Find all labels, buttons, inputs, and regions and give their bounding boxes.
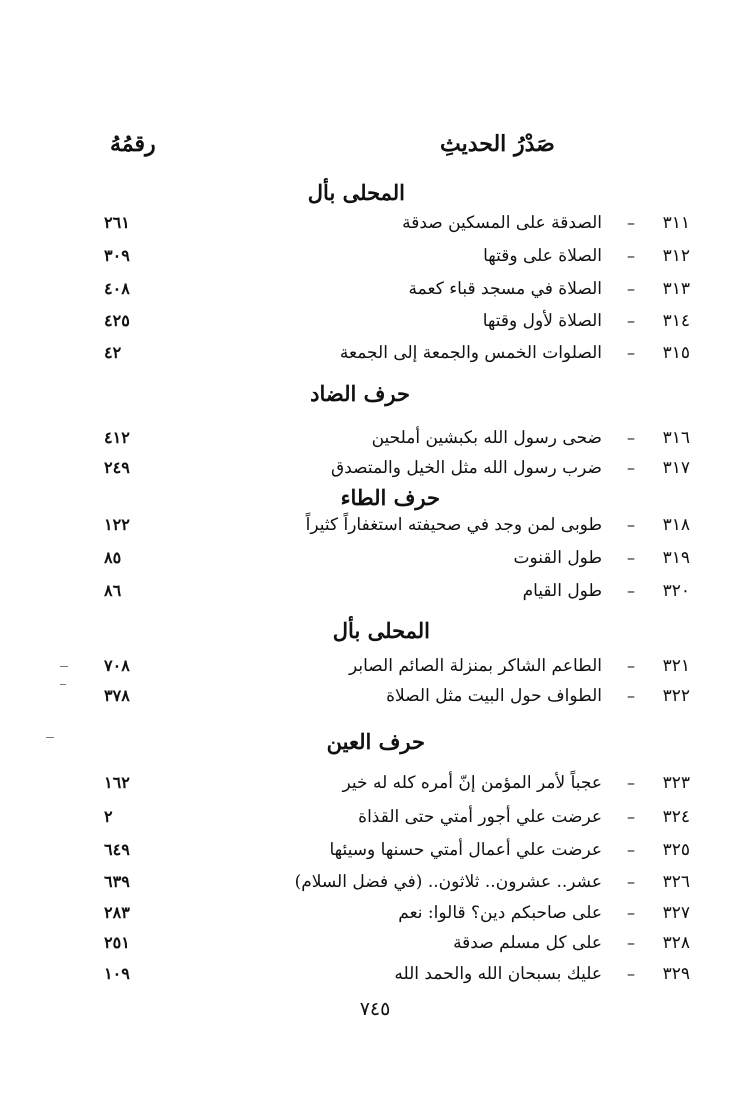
section-heading: حرف الطاء	[340, 485, 440, 510]
entry-text: على كل مسلم صدقة	[453, 933, 602, 953]
entry-ref: ٢٤٩	[104, 458, 130, 477]
entry-row	[100, 933, 690, 959]
entry-dash: –	[627, 933, 635, 952]
entry-ref: ٤٠٨	[104, 279, 130, 298]
entry-text: طوبى لمن وجد في صحيفته استغفاراً كثيراً	[305, 515, 602, 535]
entry-text: الصدقة على المسكين صدقة	[402, 213, 602, 233]
entry-row	[100, 581, 690, 607]
entry-index: ٣٢٣	[662, 773, 690, 793]
entry-text: عجباً لأمر المؤمن إنّ أمره كله له خير	[342, 773, 602, 793]
entry-ref: ٢٥١	[104, 933, 130, 952]
entry-text: الصلوات الخمس والجمعة إلى الجمعة	[339, 343, 602, 363]
entry-row	[100, 311, 690, 337]
entry-index: ٣٢٩	[662, 964, 690, 984]
section-heading: المحلى بأل	[332, 618, 430, 643]
entry-dash: –	[627, 428, 635, 447]
entry-ref: ١٢٢	[104, 515, 130, 534]
entry-ref: ٤٢٥	[104, 311, 130, 330]
entry-dash: –	[627, 458, 635, 477]
entry-index: ٣١٢	[662, 246, 690, 266]
page-number: ٧٤٥	[359, 998, 391, 1020]
entry-dash: –	[627, 343, 635, 362]
entry-row	[100, 807, 690, 833]
entry-text: الصلاة على وقتها	[483, 246, 602, 266]
entry-dash: –	[627, 686, 635, 705]
entry-row	[100, 548, 690, 574]
entry-dash: –	[627, 515, 635, 534]
entry-index: ٣٢٢	[662, 686, 690, 706]
entry-dash: –	[627, 656, 635, 675]
entry-text: على صاحبكم دين؟ قالوا: نعم	[398, 903, 602, 923]
entry-text: ضحى رسول الله بكبشين أملحين	[371, 428, 602, 448]
column-header-hadith: صَدْرُ الحديثِ	[440, 131, 555, 157]
entry-ref: ٢	[104, 807, 113, 826]
entry-ref: ١٠٩	[104, 964, 130, 983]
entry-text: عرضت علي أجور أمتي حتى القذاة	[358, 807, 602, 827]
entry-row	[100, 872, 690, 898]
entry-index: ٣١٥	[662, 343, 690, 363]
entry-row	[100, 964, 690, 990]
entry-row	[100, 279, 690, 305]
entry-text: الطاعم الشاكر بمنزلة الصائم الصابر	[349, 656, 602, 676]
scan-speck	[60, 684, 66, 685]
entry-index: ٣١٤	[662, 311, 690, 331]
entry-index: ٣١٩	[662, 548, 690, 568]
entry-index: ٣١٣	[662, 279, 690, 299]
entry-index: ٣٢٤	[662, 807, 690, 827]
entry-ref: ٨٥	[104, 548, 122, 567]
entry-ref: ٤١٢	[104, 428, 130, 447]
entry-dash: –	[627, 903, 635, 922]
entry-text: عرضت علي أعمال أمتي حسنها وسيئها	[329, 840, 602, 860]
entry-ref: ٢٦١	[104, 213, 130, 232]
entry-ref: ٤٢	[104, 343, 122, 362]
entry-dash: –	[627, 872, 635, 891]
entry-dash: –	[627, 213, 635, 232]
section-heading: حرف الضاد	[310, 381, 410, 406]
entry-ref: ١٦٢	[104, 773, 130, 792]
entry-row	[100, 903, 690, 929]
section-heading: المحلى بأل	[307, 180, 405, 205]
entry-text: عليك بسبحان الله والحمد الله	[394, 964, 602, 984]
entry-row	[100, 246, 690, 272]
entry-index: ٣٢١	[662, 656, 690, 676]
entry-index: ٣١٦	[662, 428, 690, 448]
scan-speck	[46, 737, 54, 738]
section-heading: حرف العين	[326, 729, 425, 754]
entry-dash: –	[627, 279, 635, 298]
entry-text: الصلاة في مسجد قباء كعمة	[408, 279, 602, 299]
entry-index: ٣١١	[662, 213, 690, 233]
entry-row	[100, 686, 690, 712]
scan-speck	[60, 666, 68, 667]
entry-row	[100, 515, 690, 541]
entry-ref: ٨٦	[104, 581, 122, 600]
entry-text: طول القنوت	[513, 548, 602, 568]
entry-text: الطواف حول البيت مثل الصلاة	[386, 686, 602, 706]
entry-ref: ٦٤٩	[104, 840, 130, 859]
entry-row	[100, 428, 690, 454]
entry-dash: –	[627, 807, 635, 826]
entry-index: ٣٢٨	[662, 933, 690, 953]
entry-dash: –	[627, 773, 635, 792]
entry-ref: ٣٧٨	[104, 686, 130, 705]
entry-dash: –	[627, 581, 635, 600]
entry-dash: –	[627, 548, 635, 567]
column-header-number: رقمُهُ	[110, 131, 156, 157]
entry-dash: –	[627, 840, 635, 859]
entry-index: ٣٢٧	[662, 903, 690, 923]
entry-text: ضرب رسول الله مثل الخيل والمتصدق	[331, 458, 602, 478]
entry-dash: –	[627, 311, 635, 330]
entry-text: عشر.. عشرون.. ثلاثون.. (في فضل السلام)	[294, 872, 602, 892]
entry-index: ٣٢٥	[662, 840, 690, 860]
entry-text: طول القيام	[522, 581, 602, 601]
entry-ref: ٧٠٨	[104, 656, 130, 675]
entry-index: ٣٢٦	[662, 872, 690, 892]
entry-row	[100, 213, 690, 239]
entry-index: ٣١٨	[662, 515, 690, 535]
entry-row	[100, 458, 690, 484]
entry-dash: –	[627, 246, 635, 265]
entry-dash: –	[627, 964, 635, 983]
entry-ref: ٣٠٩	[104, 246, 130, 265]
entry-ref: ٢٨٣	[104, 903, 130, 922]
entry-row	[100, 656, 690, 682]
entry-row	[100, 840, 690, 866]
entry-row	[100, 343, 690, 369]
entry-index: ٣٢٠	[662, 581, 690, 601]
entry-index: ٣١٧	[662, 458, 690, 478]
entry-text: الصلاة لأول وقتها	[482, 311, 602, 331]
entry-ref: ٦٣٩	[104, 872, 130, 891]
entry-row	[100, 773, 690, 799]
